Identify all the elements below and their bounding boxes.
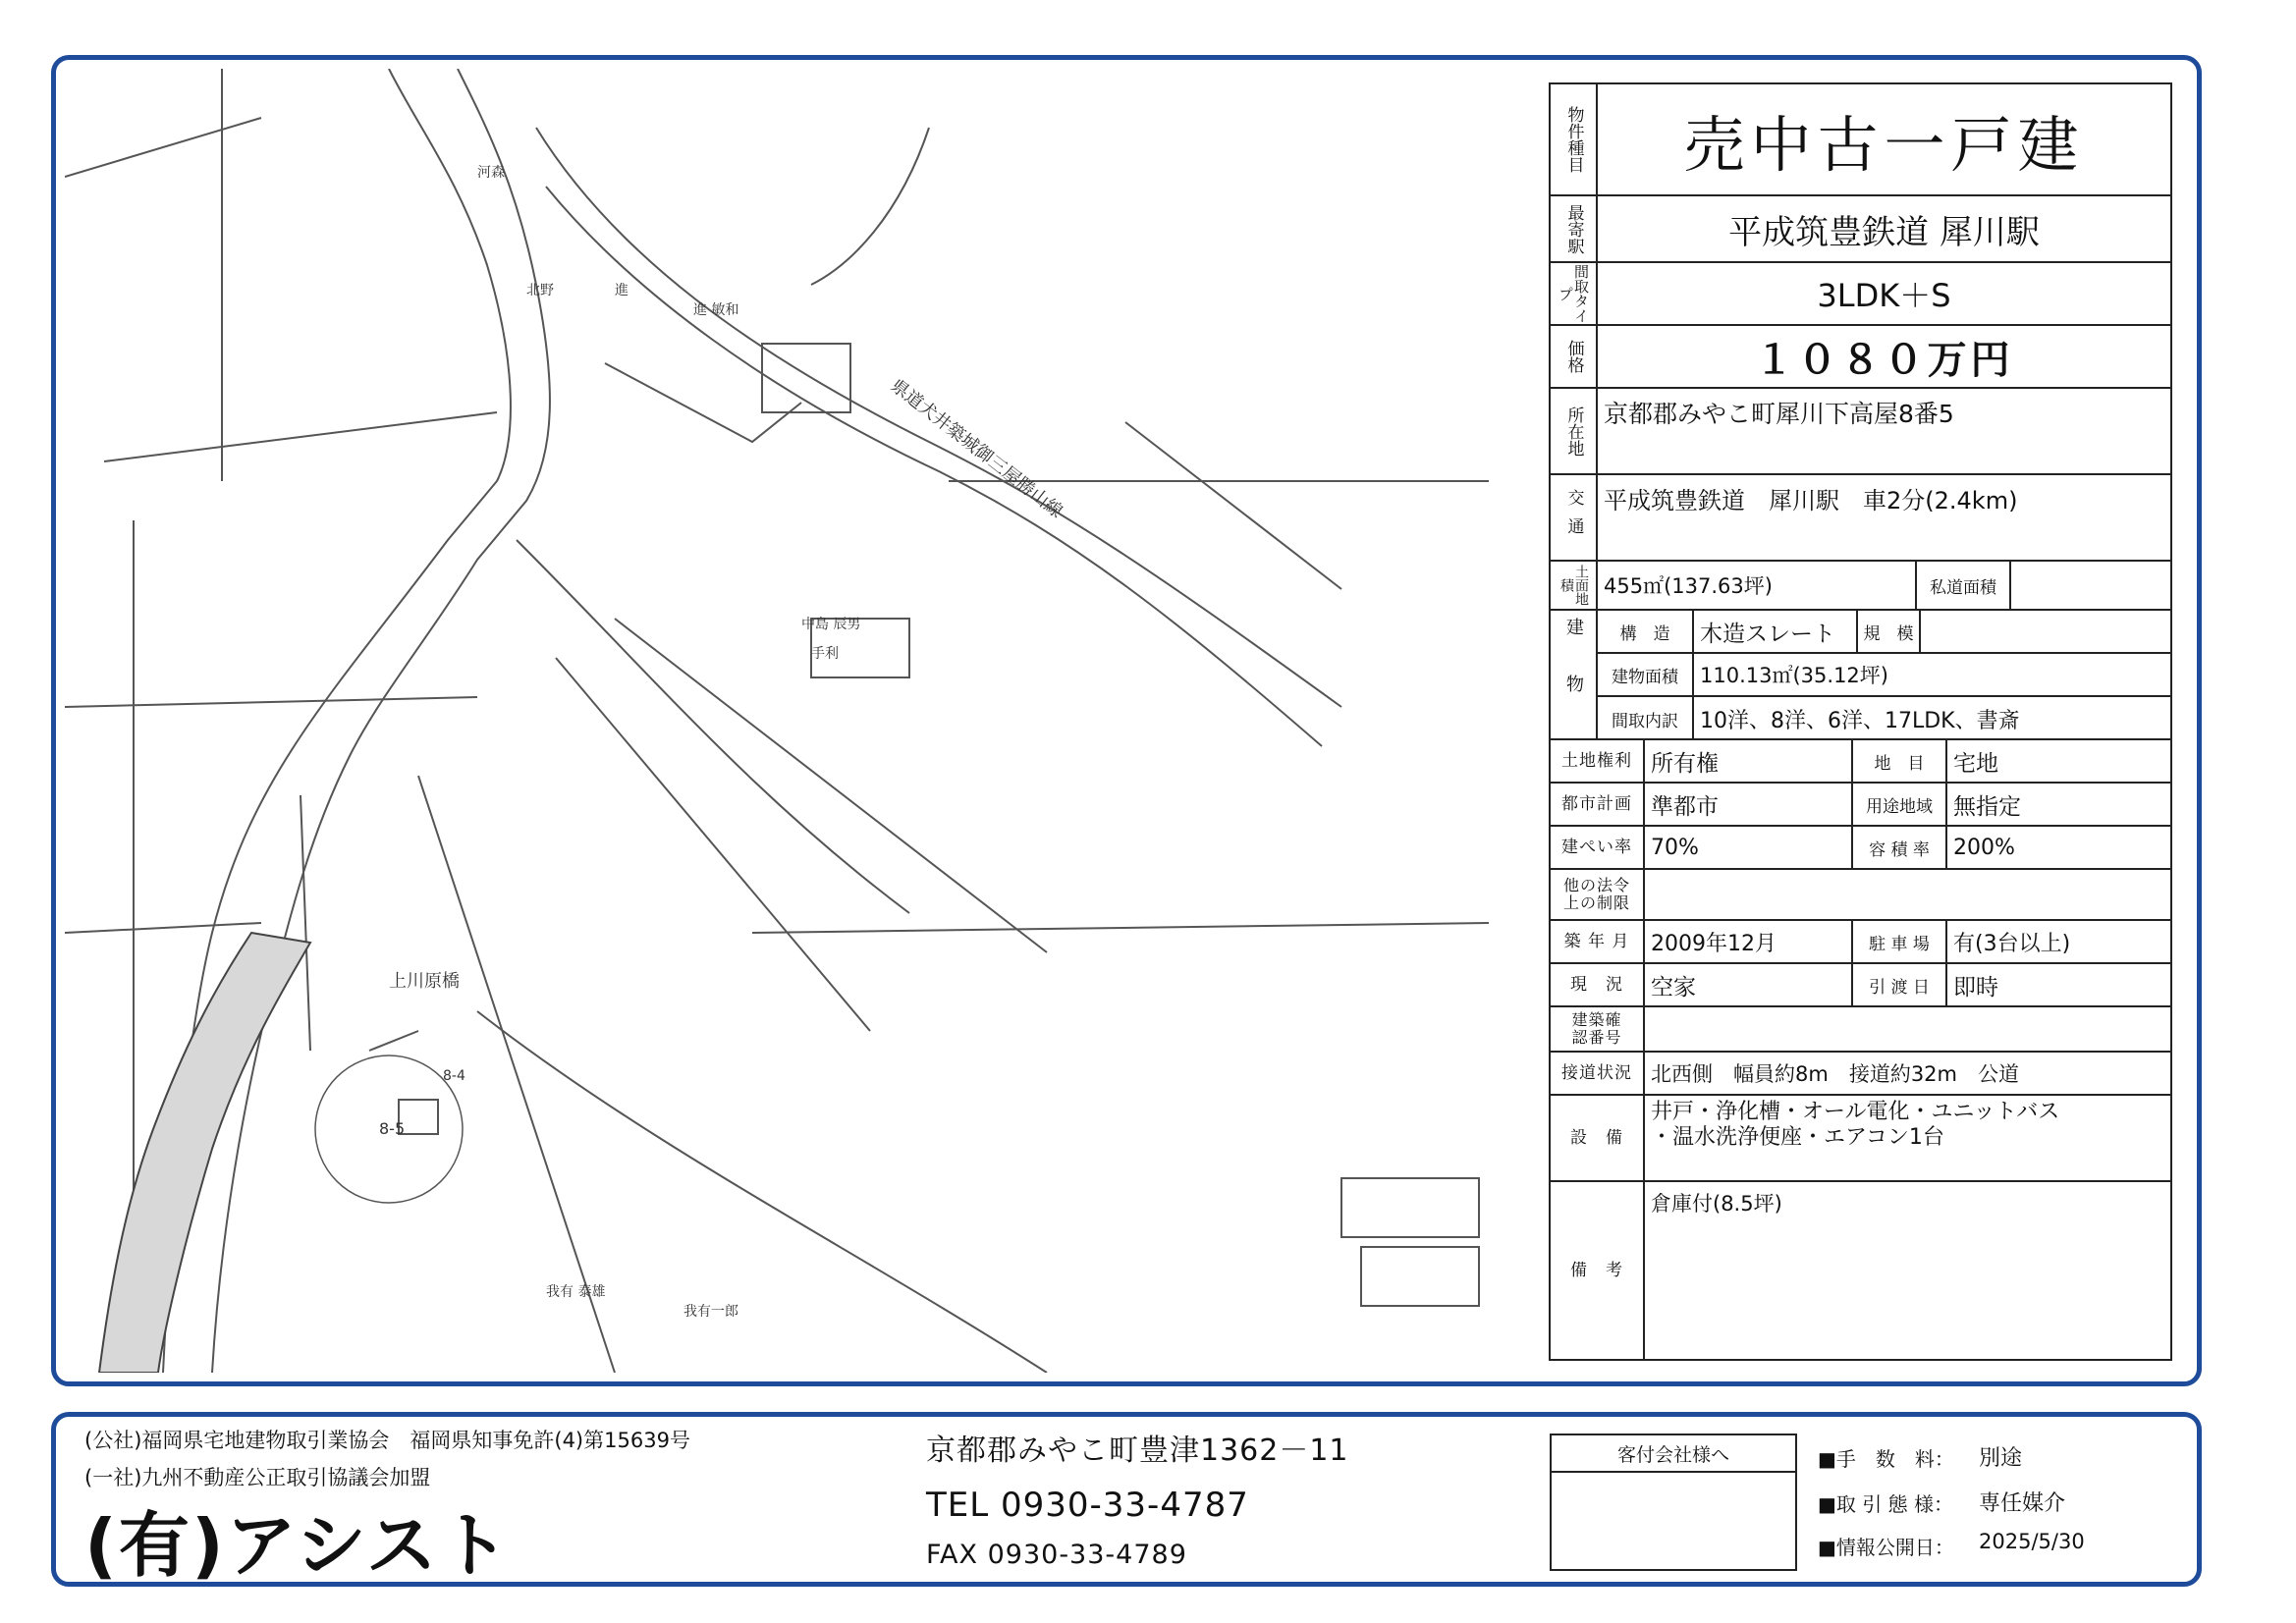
scale xyxy=(1921,611,2170,652)
row-other-law xyxy=(1551,870,2170,921)
fee-label: ■手 数 料： xyxy=(1818,1447,1954,1471)
confirm-no xyxy=(1645,1007,2170,1051)
deal-label: ■取 引 態 様： xyxy=(1818,1492,1953,1516)
property-info-table xyxy=(1549,82,2172,1361)
label-handover: 引 渡 日 xyxy=(1853,964,1947,1005)
map-name: 北野 xyxy=(526,283,554,298)
map-name: 手利 xyxy=(811,646,839,662)
company-fax: FAX 0930-33-4789 xyxy=(926,1540,1187,1570)
river-channel xyxy=(99,933,310,1373)
label-building-text: 建物 xyxy=(1563,618,1584,731)
label-layout: 間取タイプ xyxy=(1551,263,1598,324)
row-station xyxy=(1551,196,2170,263)
property-map xyxy=(65,69,1489,1373)
label-access: 交通 xyxy=(1551,475,1598,560)
lot-label: 8-5 xyxy=(379,1119,406,1138)
consign-box xyxy=(1550,1434,1797,1571)
row-price xyxy=(1551,326,2170,389)
building-area-row xyxy=(1598,654,2170,697)
label-zoning: 用途地域 xyxy=(1853,784,1947,825)
building-structure-row xyxy=(1598,611,2170,654)
row-road xyxy=(1551,1053,2170,1096)
road-label: 県道犬井築城御三屋勝山線 xyxy=(886,375,1067,522)
row-confirm-no xyxy=(1551,1007,2170,1053)
city-plan: 準都市 xyxy=(1645,784,1853,825)
row-city-plan xyxy=(1551,784,2170,827)
label-facilities: 設 備 xyxy=(1551,1096,1645,1180)
row-remarks xyxy=(1551,1182,2170,1359)
consign-title: 客付会社様へ xyxy=(1552,1435,1795,1473)
row-type xyxy=(1551,84,2170,196)
facilities xyxy=(1645,1096,2170,1180)
company-name: (有)アシスト xyxy=(84,1504,512,1587)
company-tel: TEL 0930-33-4787 xyxy=(926,1486,1249,1525)
handover: 即時 xyxy=(1953,974,1998,1001)
other-law xyxy=(1645,870,2170,919)
label-city-plan: 都市計画 xyxy=(1551,784,1645,825)
row-layout xyxy=(1551,263,2170,326)
land-rights: 所有権 xyxy=(1645,740,1853,782)
label-far: 容 積 率 xyxy=(1853,827,1947,868)
label-type: 物件種目 xyxy=(1551,84,1598,194)
label-floor-area: 建物面積 xyxy=(1598,654,1694,695)
access: 平成筑豊鉄道 犀川駅 車2分(2.4km) xyxy=(1604,487,2018,514)
price: １０８０万円 xyxy=(1754,337,2014,383)
row-status xyxy=(1551,964,2170,1007)
map-name: 我有一郎 xyxy=(683,1304,738,1320)
label-building xyxy=(1551,611,1598,738)
label-rooms: 間取内訳 xyxy=(1598,697,1694,740)
association-line2: (一社)九州不動産公正取引協議会加盟 xyxy=(84,1466,431,1489)
label-remarks: 備 考 xyxy=(1551,1182,1645,1359)
label-private-road: 私道面積 xyxy=(1917,562,2011,609)
label-land-category: 地 目 xyxy=(1853,740,1947,782)
map-name: 進 xyxy=(615,283,629,298)
row-building xyxy=(1551,611,2170,740)
deal-value: 専任媒介 xyxy=(1979,1491,2066,1516)
rooms: 10洋、8洋、6洋、17LDK、書斎 xyxy=(1700,708,2020,733)
map-name: 河森 xyxy=(477,165,505,181)
coverage-ratio: 70% xyxy=(1645,827,1853,868)
layout-type: 3LDK＋S xyxy=(1817,277,1951,314)
label-status: 現 況 xyxy=(1551,964,1645,1005)
map-name: 我有 泰雄 xyxy=(546,1284,606,1300)
label-parking: 駐 車 場 xyxy=(1853,921,1947,962)
map-name: 中島 辰男 xyxy=(801,617,861,632)
floor-area-ratio: 200% xyxy=(1953,835,2015,860)
date-value: 2025/5/30 xyxy=(1979,1530,2085,1553)
land-category: 宅地 xyxy=(1953,750,1998,777)
label-road: 接道状況 xyxy=(1551,1053,1645,1094)
fee-value: 別途 xyxy=(1979,1446,2023,1471)
building-rooms-row xyxy=(1598,697,2170,740)
road-edge xyxy=(163,69,511,1373)
label-land-rights: 土地権利 xyxy=(1551,740,1645,782)
private-road-area xyxy=(2011,562,2170,609)
label-price: 価格 xyxy=(1551,326,1598,387)
label-address: 所在地 xyxy=(1551,389,1598,473)
built-date: 2009年12月 xyxy=(1645,921,1853,962)
date-label: ■情報公開日： xyxy=(1818,1536,1954,1559)
bridge-label: 上川原橋 xyxy=(389,971,460,992)
label-station: 最寄駅 xyxy=(1551,196,1598,261)
facilities-line1: 井戸・浄化槽・オール電化・ユニットバス xyxy=(1651,1100,2060,1124)
association-line1: (公社)福岡県宅地建物取引業協会 福岡県知事免許(4)第15639号 xyxy=(84,1429,690,1452)
row-land-rights xyxy=(1551,740,2170,784)
road-access: 北西側 幅員約8m 接道約32m 公道 xyxy=(1651,1062,2019,1086)
label-scale: 規 模 xyxy=(1858,611,1921,652)
road-edge xyxy=(212,69,550,1373)
label-confirm-no: 建築確認番号 xyxy=(1551,1007,1645,1051)
row-built xyxy=(1551,921,2170,964)
facilities-line2: ・温水洗浄便座・エアコン1台 xyxy=(1651,1125,1944,1150)
row-access xyxy=(1551,475,2170,562)
floor-area: 110.13㎡(35.12坪) xyxy=(1700,664,1888,687)
row-land-area xyxy=(1551,562,2170,611)
row-address xyxy=(1551,389,2170,475)
remarks: 倉庫付(8.5坪) xyxy=(1651,1192,1782,1216)
label-built: 築 年 月 xyxy=(1551,921,1645,962)
property-type: 売中古一戸建 xyxy=(1683,108,2085,181)
nearest-station: 平成筑豊鉄道 犀川駅 xyxy=(1728,212,2040,252)
row-coverage xyxy=(1551,827,2170,870)
lot-label-2: 8-4 xyxy=(443,1068,465,1084)
current-status: 空家 xyxy=(1645,964,1853,1005)
label-land-area: 土面地積 xyxy=(1551,562,1598,609)
map-name: 進 敏和 xyxy=(693,302,739,318)
land-area: 455㎡(137.63坪) xyxy=(1598,562,1917,609)
prefectural-road-edge xyxy=(546,187,1322,746)
address: 京都郡みやこ町犀川下高屋8番5 xyxy=(1604,400,1954,428)
label-other-law: 他の法令上の制限 xyxy=(1551,870,1645,919)
parking: 有(3台以上) xyxy=(1953,931,2071,956)
structure: 木造スレート xyxy=(1694,611,1858,652)
zoning: 無指定 xyxy=(1953,793,2021,820)
label-coverage: 建ぺい率 xyxy=(1551,827,1645,868)
row-facilities xyxy=(1551,1096,2170,1182)
label-structure: 構 造 xyxy=(1598,611,1694,652)
company-address: 京都郡みやこ町豊津1362－11 xyxy=(926,1434,1349,1468)
